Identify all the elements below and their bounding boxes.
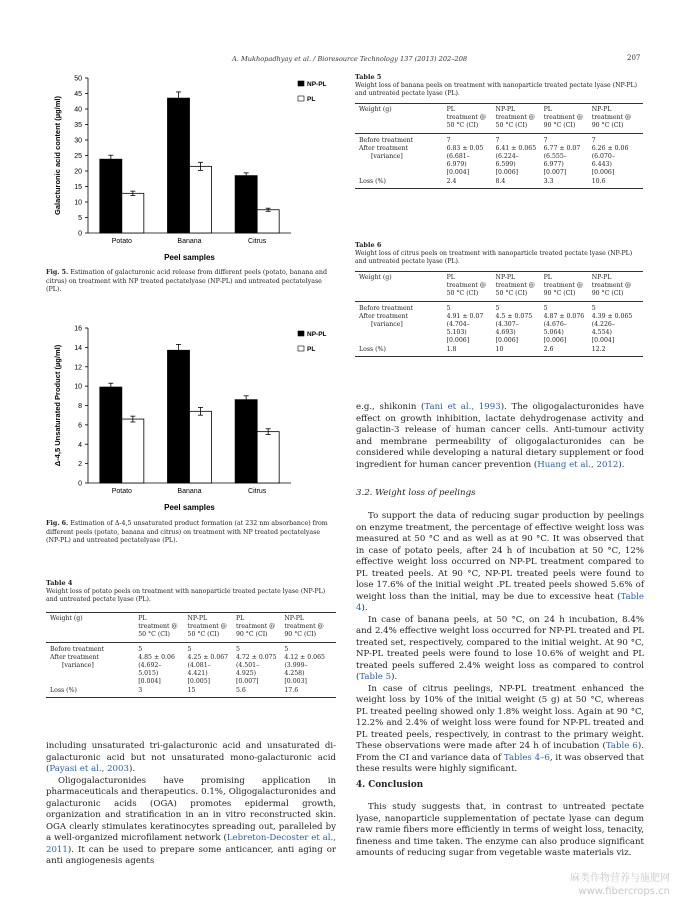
- text-run: ).: [391, 672, 398, 682]
- citation-link[interactable]: Lebreton-Decoster et al., 2011: [46, 833, 336, 855]
- table-body: [46, 615, 336, 715]
- table-cell: 5.103): [446, 329, 467, 337]
- text-run: ).: [618, 459, 625, 470]
- y-tick-label: 16: [74, 325, 82, 333]
- running-head: A. Mukhopadhyay et al. / Bioresource Technology 137 (2013) 202–208: [232, 55, 468, 63]
- y-tick-label: 0: [78, 230, 82, 238]
- table-cell: [0.006]: [495, 337, 519, 345]
- table-header-cell: NP-PL: [591, 106, 612, 113]
- right-column-text-2: [356, 511, 644, 776]
- page-number: 207: [627, 54, 641, 62]
- table-row-label: Loss (%): [359, 345, 386, 353]
- table-cell: 5: [543, 305, 548, 312]
- table-row-label: Before treatment: [359, 305, 414, 312]
- table-title: Table 5: [355, 73, 382, 81]
- figure-5-caption-text: Estimation of galacturonic acid release from different peels (potato, banana and citrus) on treatment with NP treated pectatelyase (NP-PL) and untreated pectatelyase (PL).: [46, 269, 327, 294]
- table-header-cell: treatment @: [187, 623, 227, 631]
- text-run: ). From the CI and variance data of: [356, 741, 644, 763]
- table-header-cell: treatment @: [591, 282, 632, 290]
- figure-6-label: Fig. 6.: [46, 520, 69, 527]
- table-cell: 6.41 ± 0.065: [495, 145, 537, 153]
- table-cell: 5: [591, 305, 596, 312]
- paragraph: [46, 776, 336, 868]
- table-header-cell: NP-PL: [495, 106, 516, 113]
- figure-6-caption: [46, 520, 336, 546]
- table-header-cell: 90 °C (CI): [591, 290, 624, 298]
- table-cell: (6.681–: [446, 153, 470, 161]
- text-run: ).: [128, 764, 136, 774]
- y-axis-label: Δ-4,5 Unsaturated Product (µg/ml): [53, 344, 62, 467]
- table-header-cell: treatment @: [446, 282, 487, 290]
- y-tick-label: 45: [74, 91, 82, 98]
- table-cell: (4.704–: [446, 321, 470, 329]
- table-rule-mid: [355, 301, 643, 302]
- x-tick-label: Potato: [111, 488, 132, 495]
- table-header-cell: PL: [543, 274, 552, 281]
- table-header-cell: treatment @: [138, 623, 178, 631]
- table-body: [355, 274, 643, 374]
- table-row-label: [variance]: [371, 321, 403, 329]
- table-cell: 5: [138, 646, 143, 653]
- table-cell: 4.5 ± 0.075: [495, 313, 533, 321]
- text-run: In case of citrus peelings, NP-PL treatment enhanced the weight loss by 10% of the initial weight (5 g) at 50 °C, whereas PL treated peeling showed only 1.8% weight loss. Again at 90 °C, 12.2% and 2.4% of weight loss were found for NP-PL treated and PL treated peels, respectively, in contrast to the primary weight. These observations were made after 24 h of incubation (: [356, 683, 644, 751]
- text-run: ).: [361, 603, 368, 613]
- table-cell: 7: [543, 137, 548, 144]
- y-tick-label: 40: [74, 106, 82, 114]
- legend-swatch: [298, 81, 304, 86]
- table-cell: 5.6: [235, 686, 246, 694]
- table-header-cell: 50 °C (CI): [446, 290, 479, 298]
- table-cell: 1.8: [446, 345, 457, 353]
- bar: [257, 432, 279, 483]
- legend-swatch: [298, 346, 304, 351]
- table-5: [355, 73, 643, 213]
- table-header-cell: Weight (g): [359, 274, 392, 281]
- table-cell: 10: [495, 345, 504, 353]
- table-header-cell: treatment @: [543, 282, 584, 290]
- text-run: , it was observed that these results were highly significant.: [356, 752, 644, 774]
- table-cell: 4.258): [284, 670, 305, 678]
- table-rule-bottom: [46, 697, 336, 698]
- citation-link[interactable]: Table 6: [605, 741, 638, 751]
- paragraph: [356, 511, 644, 615]
- table-cell: 6.443): [591, 161, 612, 169]
- figure-5-caption: [46, 269, 336, 295]
- table-cell: 6.83 ± 0.05: [446, 145, 484, 153]
- table-header-cell: 90 °C (CI): [235, 631, 268, 639]
- paragraph: [356, 802, 644, 860]
- citation-link[interactable]: Tables 4–6: [503, 752, 550, 763]
- table-header-cell: treatment @: [235, 623, 276, 631]
- text-run: In case of banana peels, at 50 °C, on 24 h incubation, 8.4% and 2.4% effective weight loss occurred for NP-PL treated and PL treated set, respectively, compared to the initial weight. At 90 °C, NP-PL treated peels were found to lose 10.6% of weight and PL treated peels suffered 2.4% weight loss as compared to control (: [356, 614, 644, 682]
- table-cell: [0.004]: [138, 678, 161, 686]
- table-cell: 7: [446, 137, 451, 144]
- table-cell: 3: [138, 686, 143, 694]
- table-cell: 5: [446, 305, 451, 312]
- bar: [100, 387, 122, 483]
- y-tick-label: 0: [78, 480, 82, 488]
- table-cell: [0.006]: [591, 169, 615, 177]
- table-cell: (6.224–: [495, 153, 519, 161]
- bar: [190, 166, 212, 233]
- table-header-cell: NP-PL: [495, 274, 516, 281]
- legend-swatch: [298, 331, 304, 336]
- table-cell: [0.007]: [543, 169, 567, 177]
- right-column-text-3: [356, 802, 644, 860]
- table-cell: 4.39 ± 0.065: [591, 313, 633, 321]
- table-cell: 7: [591, 137, 596, 144]
- y-tick-label: 25: [74, 153, 82, 160]
- y-tick-label: 14: [74, 344, 82, 352]
- table-rule-top: [355, 103, 643, 104]
- right-column-text: [356, 402, 644, 471]
- table-rule-mid: [46, 642, 336, 643]
- table-header-cell: treatment @: [495, 114, 535, 122]
- section-heading-4: 4. Conclusion: [356, 780, 424, 790]
- text-run: This study suggests that, in contrast to untreated pectate lyase, nanoparticle supplementation of pectate lyase can degum raw ramie fibers more efficiently in terms of weight loss, tenacity, fineness and time taken. The enzyme can also produce significant amounts of reducing sugar from vegetable waste materials viz.: [356, 802, 644, 858]
- table-header-cell: treatment @: [446, 114, 487, 122]
- table-header-cell: NP-PL: [187, 615, 208, 622]
- table-header-cell: Weight (g): [50, 615, 83, 622]
- figure-6-caption-text: Estimation of Δ-4,5 unsaturated product formation (at 232 nm absorbance) from different peels (potato, banana and citrus) on treatment with NP treated pectatelyase (NP-PL) and untreated pectatelyase (PL).: [46, 520, 328, 545]
- table-cell: 4.85 ± 0.06: [138, 654, 175, 662]
- table-cell: [0.004]: [446, 169, 470, 177]
- table-cell: 6.26 ± 0.06: [591, 145, 629, 153]
- table-title: Table 6: [355, 241, 382, 249]
- x-tick-label: Banana: [177, 488, 202, 495]
- table-cell: (4.226–: [591, 321, 615, 329]
- table-header-cell: 50 °C (CI): [446, 122, 479, 130]
- table-rule-bottom: [355, 188, 643, 189]
- bar: [122, 419, 144, 483]
- y-tick-label: 15: [74, 184, 82, 191]
- table-row-label: After treatment: [50, 654, 100, 662]
- table-cell: 4.72 ± 0.075: [235, 654, 277, 662]
- bar: [235, 176, 257, 233]
- figure-5-label: Fig. 5.: [46, 269, 69, 276]
- table-cell: [0.007]: [235, 678, 259, 686]
- y-tick-label: 5: [78, 215, 82, 222]
- table-cell: 4.87 ± 0.076: [543, 313, 585, 321]
- table-cell: (4.081–: [187, 662, 211, 670]
- table-cell: 3.3: [543, 177, 554, 185]
- table-row-label: After treatment: [359, 313, 409, 321]
- table-caption: Weight loss of banana peels on treatment with nanoparticle treated pectate lyase (NP-PL) and untreated pectate lyase (PL).: [355, 82, 638, 98]
- x-tick-label: Potato: [111, 238, 132, 245]
- table-rule-top: [46, 612, 336, 613]
- left-column-text: [46, 741, 336, 868]
- text-run: ). It can be used to prepare some anticancer, anti aging or anti angiogenesis agents: [46, 844, 336, 866]
- table-header-cell: treatment @: [284, 623, 324, 631]
- table-cell: [0.006]: [495, 169, 519, 177]
- table-header-cell: Weight (g): [359, 106, 392, 113]
- table-row-label: Before treatment: [50, 646, 105, 653]
- table-cell: 7: [495, 137, 500, 144]
- bar: [257, 210, 279, 233]
- watermark: [570, 872, 670, 898]
- table-cell: 4.421): [187, 670, 208, 678]
- table-row-label: [variance]: [371, 153, 403, 161]
- citation-link[interactable]: Huang et al., 2012: [537, 459, 619, 470]
- bar: [190, 411, 212, 483]
- table-header-cell: 90 °C (CI): [284, 631, 317, 639]
- table-body: [355, 106, 643, 206]
- table-cell: 5: [495, 305, 500, 312]
- table-header-cell: PL: [138, 615, 147, 622]
- table-header-cell: treatment @: [495, 282, 535, 290]
- y-tick-label: 20: [74, 168, 82, 176]
- table-cell: 6.599): [495, 161, 516, 169]
- x-tick-label: Citrus: [248, 488, 267, 495]
- table-header-cell: 50 °C (CI): [138, 631, 170, 639]
- table-header-cell: PL: [235, 615, 245, 622]
- citation-link[interactable]: Table 5: [359, 672, 392, 682]
- table-header-cell: NP-PL: [591, 274, 612, 281]
- y-tick-label: 12: [74, 364, 82, 372]
- citation-link[interactable]: Table 4: [356, 591, 644, 613]
- table-header-cell: treatment @: [543, 114, 584, 122]
- table-cell: (4.307–: [495, 321, 519, 329]
- table-cell: (6.555–: [543, 153, 567, 161]
- bar: [235, 400, 257, 483]
- y-tick-label: 2: [78, 461, 82, 469]
- paragraph: [356, 615, 644, 684]
- table-cell: 4.91 ± 0.07: [446, 313, 484, 321]
- y-tick-label: 4: [78, 441, 82, 449]
- table-cell: (4.676–: [543, 321, 567, 329]
- table-header-cell: 50 °C (CI): [495, 290, 528, 298]
- paragraph: [356, 684, 644, 776]
- legend-label: PL: [307, 346, 316, 353]
- table-header-cell: NP-PL: [284, 615, 304, 622]
- y-tick-label: 10: [74, 383, 82, 391]
- y-tick-label: 30: [74, 137, 82, 145]
- x-axis-label: Peel samples: [164, 503, 215, 512]
- legend-label: PL: [307, 96, 316, 103]
- legend-label: NP-PL: [307, 331, 327, 338]
- bar: [100, 159, 122, 233]
- table-header-cell: PL: [446, 274, 455, 281]
- table-row-label: Before treatment: [359, 137, 414, 144]
- table-6: [355, 241, 643, 381]
- table-cell: 5: [284, 646, 289, 653]
- table-cell: (4.692–: [138, 662, 162, 670]
- legend-label: NP-PL: [307, 81, 327, 88]
- table-cell: 4.554): [591, 329, 612, 337]
- bar: [122, 193, 144, 233]
- bar: [168, 98, 190, 233]
- y-tick-label: 10: [74, 199, 82, 207]
- table-cell: 4.12 ± 0.065: [284, 654, 325, 662]
- table-4: [46, 579, 336, 719]
- table-row-label: Loss (%): [359, 177, 386, 185]
- text-run: e.g., shikonin (: [356, 402, 425, 412]
- table-title: Table 4: [46, 579, 73, 587]
- y-tick-label: 8: [78, 403, 82, 410]
- table-cell: [0.005]: [187, 678, 211, 686]
- table-cell: 6.979): [446, 161, 467, 169]
- table-cell: 17.6: [284, 686, 299, 694]
- table-cell: 15: [187, 686, 196, 694]
- table-caption: Weight loss of citrus peels on treatment with nanoparticle treated pectate lyase (NP-PL) and untreated pectate lyase (PL).: [355, 250, 633, 266]
- table-cell: (3.999–: [284, 662, 308, 670]
- watermark-line: www.fibercrops.cn: [578, 886, 670, 897]
- text-run: ). The oligogalacturonides have effect on growth inhibition, lactate dehydrogenase activity and galactin-3 release of human cancer cells. Anti-tumour activity and membrane permeability of oligogalacturonides can be considered while developing a natural dietary supplement or food ingredient for human cancer prevention (: [356, 402, 644, 470]
- table-cell: [0.004]: [591, 337, 615, 345]
- table-cell: (4.501–: [235, 662, 260, 670]
- text-run: To support the data of reducing sugar production by peelings on enzyme treatment, the percentage of effective weight loss was measured at 50 °C and as well as at 90 °C. It was observed that in case of potato peels, after 24 h of incubation at 50 °C, 12% effective weight loss occurred on NP-PL treatment compared to PL treated peels. At 90 °C, NP-PL treated peels were found to lose 17.6% of the initial weight .PL treated peels showed 5.6% of weight loss than the initial, may be due to excessive heat (: [356, 511, 644, 602]
- watermark-line: 麻类作物营养与施肥网: [570, 873, 670, 884]
- table-cell: 2.6: [543, 345, 554, 353]
- citation-link[interactable]: Tani et al., 1993: [424, 402, 501, 412]
- table-header-cell: treatment @: [591, 114, 632, 122]
- table-cell: [0.003]: [284, 678, 307, 686]
- text-run: Oligogalacturonides have promising application in pharmaceuticals and therapeutics. 0.1%, Oligogalacturonides and galacturonic acids (OGA) promotes epidermal growth, organization and stratification in an in vitro reconstructed skin. OGA clearly stimulates keratinocytes spreading out, paralleled by a well-organized microfilament network (: [46, 775, 336, 843]
- table-row-label: Loss (%): [50, 686, 77, 694]
- bar: [168, 350, 190, 483]
- table-cell: 5.015): [138, 670, 159, 678]
- table-cell: 6.77 ± 0.07: [543, 145, 581, 153]
- table-header-cell: 50 °C (CI): [187, 631, 220, 639]
- table-cell: 8.4: [495, 177, 506, 185]
- paragraph: [356, 402, 644, 471]
- table-cell: 5: [187, 646, 192, 653]
- table-row-label: [variance]: [62, 662, 94, 670]
- y-tick-label: 35: [74, 122, 82, 129]
- y-tick-label: 50: [74, 75, 82, 83]
- legend-swatch: [298, 96, 304, 101]
- table-header-cell: 50 °C (CI): [495, 122, 528, 130]
- table-header-cell: 90 °C (CI): [543, 122, 576, 130]
- table-cell: 12.2: [591, 345, 606, 353]
- text-run: including unsaturated tri-galacturonic acid and unsaturated di-galacturonic acid but not unsaturated mono-galacturonic acid (: [46, 741, 336, 774]
- table-cell: 2.4: [446, 177, 457, 185]
- table-cell: 5.064): [543, 329, 564, 337]
- table-cell: 4.693): [495, 329, 516, 337]
- table-caption: Weight loss of potato peels on treatment with nanoparticle treated pectate lyase (NP-PL) and untreated pectate lyase (PL).: [46, 588, 326, 604]
- x-tick-label: Banana: [177, 238, 202, 245]
- table-cell: 4.925): [235, 670, 257, 678]
- figure-6-chart: [46, 318, 342, 518]
- y-axis-label: Galacturonic acid content (µg/ml): [53, 96, 62, 215]
- table-header-cell: 90 °C (CI): [543, 290, 576, 298]
- table-row-label: After treatment: [359, 145, 409, 153]
- table-header-cell: PL: [543, 106, 552, 113]
- figure-5-chart: [46, 68, 342, 268]
- table-rule-top: [355, 271, 643, 272]
- x-axis-label: Peel samples: [164, 253, 215, 262]
- table-cell: 6.977): [543, 161, 564, 169]
- x-tick-label: Citrus: [248, 238, 267, 245]
- table-rule-mid: [355, 133, 643, 134]
- table-header-cell: PL: [446, 106, 455, 113]
- section-heading-3-2: 3.2. Weight loss of peelings: [356, 488, 476, 498]
- paragraph: [46, 741, 336, 776]
- table-cell: 4.25 ± 0.067: [187, 654, 229, 662]
- citation-link[interactable]: Payasi et al., 2003: [49, 764, 129, 774]
- table-header-cell: 90 °C (CI): [591, 122, 624, 130]
- table-cell: (6.070–: [591, 153, 615, 161]
- y-tick-label: 6: [78, 422, 82, 430]
- table-cell: [0.006]: [543, 337, 567, 345]
- table-cell: 10.6: [591, 177, 606, 185]
- table-rule-bottom: [355, 356, 643, 357]
- table-cell: 5: [235, 646, 240, 653]
- table-cell: [0.006]: [446, 337, 470, 345]
